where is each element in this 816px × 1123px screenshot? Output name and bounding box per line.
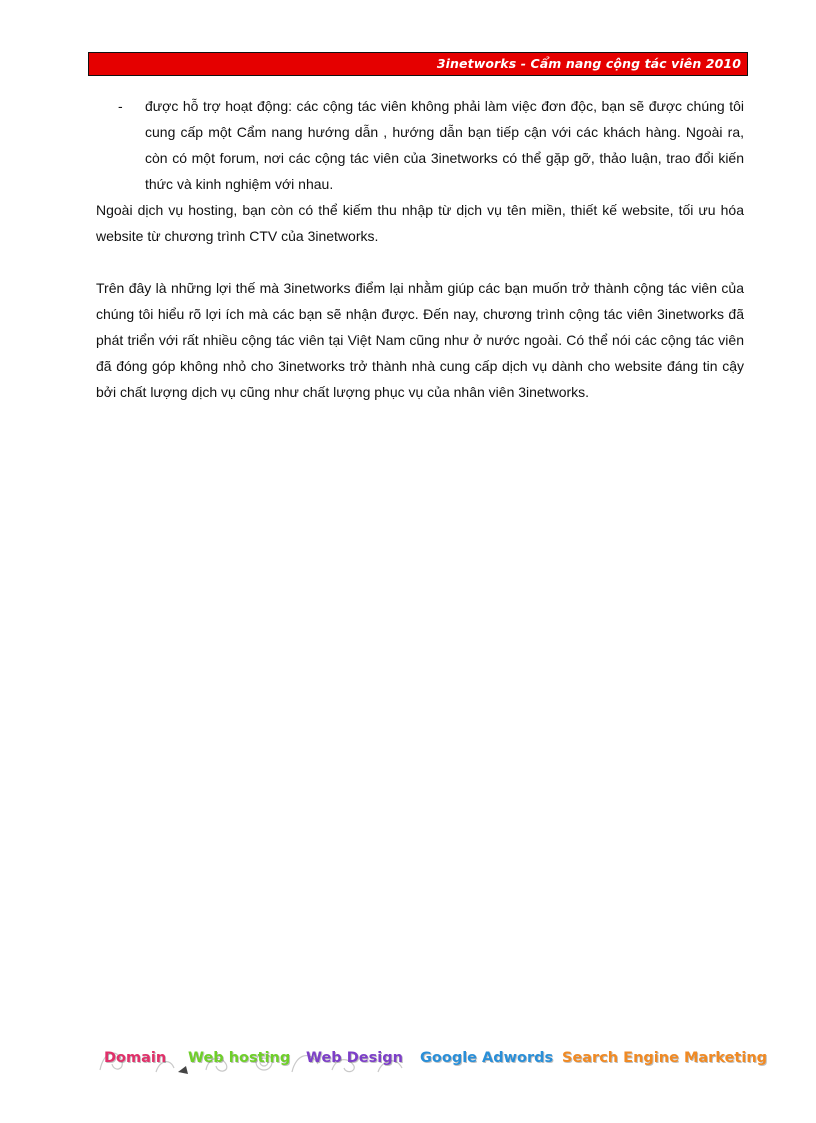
paragraph-summary: Trên đây là những lợi thế mà 3inetworks điểm lại nhằm giúp các bạn muốn trở thành cộng tác viên của chúng tôi hiểu rõ lợi ích mà các bạn sẽ nhận được. Đến nay, chương trình cộng tác viên 3inetworks đã phát triển với rất nhiều cộng tác viên tại Việt Nam cũng như ở nước ngoài. Có thể nói các cộng tác viên đã đóng góp không nhỏ cho 3inetworks trở thành nhà cung cấp dịch vụ dành cho website đáng tin cậy bởi chất lượng dịch vụ cũng như chất lượng phục vụ của nhân viên 3inetworks.	[96, 280, 744, 400]
paragraph-services: Ngoài dịch vụ hosting, bạn còn có thể kiếm thu nhập từ dịch vụ tên miền, thiết kế website, tối ưu hóa website từ chương trình CTV của 3inetworks.	[96, 202, 744, 244]
bullet-item	[96, 93, 744, 197]
footer-domain-link[interactable]: Domain	[104, 1050, 167, 1066]
footer-search-engine-marketing-link[interactable]: Search Engine Marketing	[562, 1050, 768, 1066]
footer-web-design-link[interactable]: Web Design	[306, 1050, 403, 1066]
footer-web-hosting-link[interactable]: Web hosting	[188, 1050, 291, 1066]
header-bar	[88, 52, 748, 76]
bullet-text: được hỗ trợ hoạt động: các cộng tác viên không phải làm việc đơn độc, bạn sẽ được chúng tôi cung cấp một Cẩm nang hướng dẫn , hướng dẫn bạn tiếp cận với các khách hàng. Ngoài ra, còn có một forum, nơi các cộng tác viên của 3inetworks có thể gặp gỡ, thảo luận, trao đổi kiến thức và kinh nghiệm với nhau.	[145, 98, 744, 192]
header-title: 3inetworks - Cẩm nang cộng tác viên 2010	[436, 56, 741, 71]
bullet-dash: -	[118, 98, 123, 114]
paragraph-spacer	[96, 249, 744, 275]
footer-google-adwords-link[interactable]: Google Adwords	[420, 1050, 554, 1066]
footer-banner	[96, 1040, 768, 1076]
document-body	[96, 93, 744, 405]
